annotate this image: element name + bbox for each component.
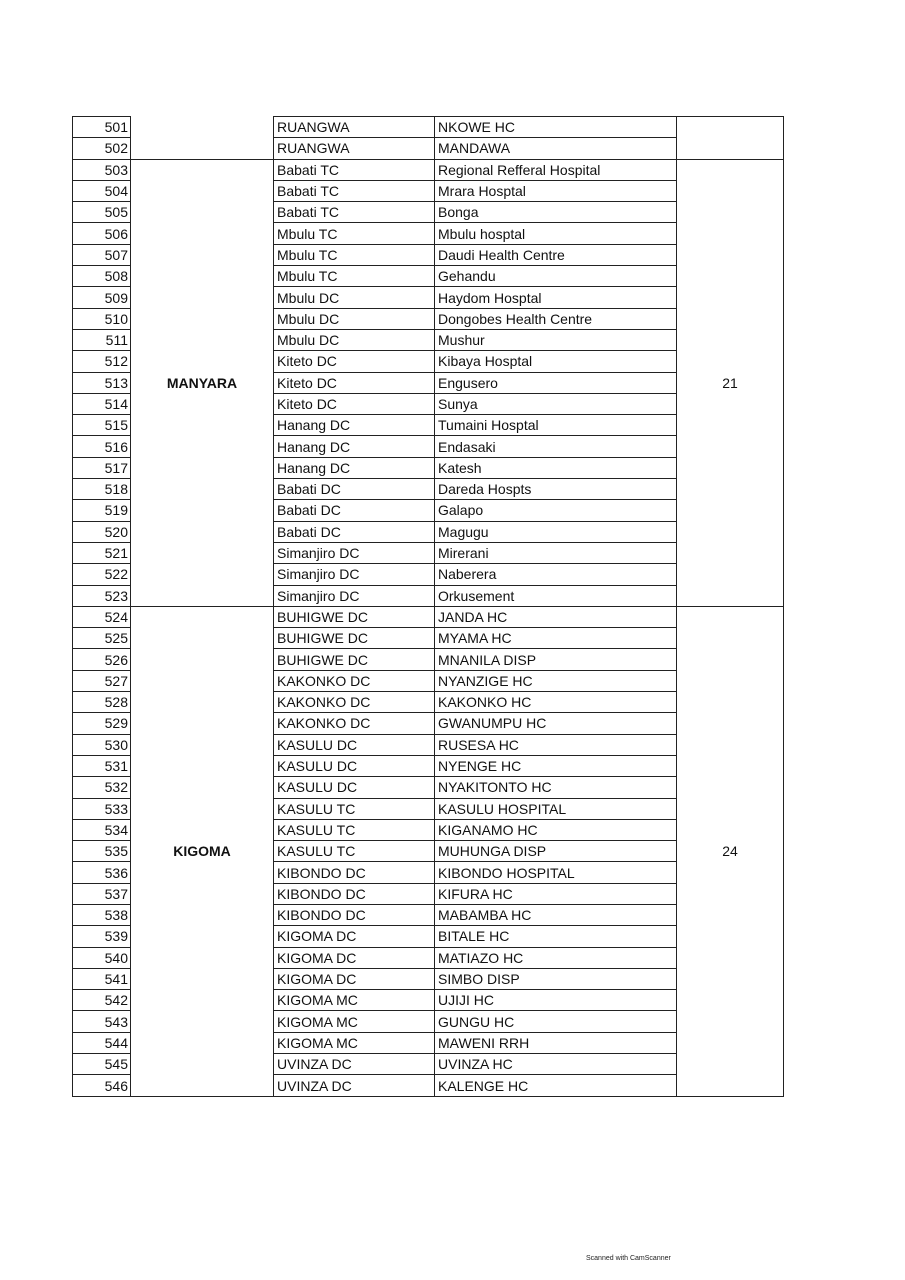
table-row bbox=[73, 159, 784, 180]
row-number-cell: 524 bbox=[73, 606, 131, 627]
council-cell: Mbulu TC bbox=[274, 266, 435, 287]
council-cell: KIGOMA MC bbox=[274, 1011, 435, 1032]
row-number-cell: 508 bbox=[73, 266, 131, 287]
council-cell: BUHIGWE DC bbox=[274, 606, 435, 627]
council-cell: Babati DC bbox=[274, 479, 435, 500]
facility-cell: KIFURA HC bbox=[435, 883, 677, 904]
council-cell: Mbulu TC bbox=[274, 223, 435, 244]
council-cell: Babati DC bbox=[274, 521, 435, 542]
facility-cell: Engusero bbox=[435, 372, 677, 393]
council-cell: UVINZA DC bbox=[274, 1075, 435, 1096]
council-cell: Mbulu TC bbox=[274, 244, 435, 265]
row-number-cell: 535 bbox=[73, 841, 131, 862]
row-number-cell: 506 bbox=[73, 223, 131, 244]
row-number-cell: 540 bbox=[73, 947, 131, 968]
row-number-cell: 530 bbox=[73, 734, 131, 755]
row-number-cell: 507 bbox=[73, 244, 131, 265]
row-number-cell: 531 bbox=[73, 755, 131, 776]
facility-cell: JANDA HC bbox=[435, 606, 677, 627]
facility-cell: UJIJI HC bbox=[435, 990, 677, 1011]
row-number-cell: 503 bbox=[73, 159, 131, 180]
council-cell: BUHIGWE DC bbox=[274, 628, 435, 649]
council-cell: KASULU TC bbox=[274, 841, 435, 862]
row-number-cell: 505 bbox=[73, 202, 131, 223]
row-number-cell: 519 bbox=[73, 500, 131, 521]
table-row bbox=[73, 117, 784, 138]
facility-cell: NKOWE HC bbox=[435, 117, 677, 138]
council-cell: KAKONKO DC bbox=[274, 713, 435, 734]
row-number-cell: 543 bbox=[73, 1011, 131, 1032]
council-cell: Mbulu DC bbox=[274, 329, 435, 350]
facility-cell: Mirerani bbox=[435, 542, 677, 563]
council-cell: KAKONKO DC bbox=[274, 692, 435, 713]
row-number-cell: 518 bbox=[73, 479, 131, 500]
row-number-cell: 545 bbox=[73, 1054, 131, 1075]
council-cell: Hanang DC bbox=[274, 436, 435, 457]
facility-cell: Katesh bbox=[435, 457, 677, 478]
facility-cell: Bonga bbox=[435, 202, 677, 223]
row-number-cell: 529 bbox=[73, 713, 131, 734]
facility-cell: Mrara Hosptal bbox=[435, 180, 677, 201]
facility-cell: Tumaini Hosptal bbox=[435, 415, 677, 436]
facility-cell: SIMBO DISP bbox=[435, 968, 677, 989]
row-number-cell: 504 bbox=[73, 180, 131, 201]
row-number-cell: 520 bbox=[73, 521, 131, 542]
row-number-cell: 502 bbox=[73, 138, 131, 159]
facility-cell: Dareda Hospts bbox=[435, 479, 677, 500]
row-number-cell: 539 bbox=[73, 926, 131, 947]
facility-cell: Mushur bbox=[435, 329, 677, 350]
council-cell: Babati TC bbox=[274, 202, 435, 223]
row-number-cell: 521 bbox=[73, 542, 131, 563]
table-row bbox=[73, 606, 784, 627]
council-cell: KIBONDO DC bbox=[274, 862, 435, 883]
council-cell: UVINZA DC bbox=[274, 1054, 435, 1075]
row-number-cell: 515 bbox=[73, 415, 131, 436]
facility-cell: MNANILA DISP bbox=[435, 649, 677, 670]
facility-cell: MABAMBA HC bbox=[435, 904, 677, 925]
facility-cell: MANDAWA bbox=[435, 138, 677, 159]
facility-table-sheet bbox=[72, 116, 783, 1097]
council-cell: BUHIGWE DC bbox=[274, 649, 435, 670]
facility-cell: GWANUMPU HC bbox=[435, 713, 677, 734]
facility-cell: NYANZIGE HC bbox=[435, 670, 677, 691]
council-cell: KASULU DC bbox=[274, 734, 435, 755]
row-number-cell: 512 bbox=[73, 351, 131, 372]
facility-cell: Gehandu bbox=[435, 266, 677, 287]
row-number-cell: 534 bbox=[73, 819, 131, 840]
scanner-watermark: Scanned with CamScanner bbox=[586, 1255, 671, 1262]
council-cell: Simanjiro DC bbox=[274, 542, 435, 563]
facility-cell: KIBONDO HOSPITAL bbox=[435, 862, 677, 883]
council-cell: KIGOMA DC bbox=[274, 968, 435, 989]
row-number-cell: 527 bbox=[73, 670, 131, 691]
facility-cell: Sunya bbox=[435, 393, 677, 414]
facility-cell: GUNGU HC bbox=[435, 1011, 677, 1032]
facility-cell: KAKONKO HC bbox=[435, 692, 677, 713]
council-cell: Simanjiro DC bbox=[274, 564, 435, 585]
row-number-cell: 523 bbox=[73, 585, 131, 606]
row-number-cell: 536 bbox=[73, 862, 131, 883]
facility-cell: BITALE HC bbox=[435, 926, 677, 947]
facility-cell: Regional Refferal Hospital bbox=[435, 159, 677, 180]
facility-cell: KALENGE HC bbox=[435, 1075, 677, 1096]
council-cell: KIGOMA MC bbox=[274, 1032, 435, 1053]
facility-cell: NYAKITONTO HC bbox=[435, 777, 677, 798]
facility-table bbox=[72, 116, 784, 1097]
council-cell: Babati DC bbox=[274, 500, 435, 521]
council-cell: KASULU DC bbox=[274, 777, 435, 798]
facility-cell: Kibaya Hosptal bbox=[435, 351, 677, 372]
row-number-cell: 528 bbox=[73, 692, 131, 713]
row-number-cell: 501 bbox=[73, 117, 131, 138]
facility-cell: Endasaki bbox=[435, 436, 677, 457]
region-count-cell: 24 bbox=[677, 606, 784, 1096]
facility-cell: MAWENI RRH bbox=[435, 1032, 677, 1053]
council-cell: KASULU TC bbox=[274, 798, 435, 819]
row-number-cell: 532 bbox=[73, 777, 131, 798]
row-number-cell: 522 bbox=[73, 564, 131, 585]
row-number-cell: 517 bbox=[73, 457, 131, 478]
facility-cell: NYENGE HC bbox=[435, 755, 677, 776]
row-number-cell: 516 bbox=[73, 436, 131, 457]
council-cell: KASULU TC bbox=[274, 819, 435, 840]
row-number-cell: 546 bbox=[73, 1075, 131, 1096]
council-cell: Kiteto DC bbox=[274, 393, 435, 414]
council-cell: KIGOMA DC bbox=[274, 947, 435, 968]
region-cell: MANYARA bbox=[131, 159, 274, 606]
council-cell: KASULU DC bbox=[274, 755, 435, 776]
region-count-cell: 21 bbox=[677, 159, 784, 606]
facility-cell: Daudi Health Centre bbox=[435, 244, 677, 265]
facility-cell: Galapo bbox=[435, 500, 677, 521]
row-number-cell: 525 bbox=[73, 628, 131, 649]
facility-cell: KASULU HOSPITAL bbox=[435, 798, 677, 819]
facility-cell: Magugu bbox=[435, 521, 677, 542]
row-number-cell: 511 bbox=[73, 329, 131, 350]
region-cell bbox=[131, 117, 274, 160]
row-number-cell: 537 bbox=[73, 883, 131, 904]
council-cell: Hanang DC bbox=[274, 415, 435, 436]
row-number-cell: 544 bbox=[73, 1032, 131, 1053]
facility-cell: UVINZA HC bbox=[435, 1054, 677, 1075]
facility-cell: RUSESA HC bbox=[435, 734, 677, 755]
council-cell: Mbulu DC bbox=[274, 308, 435, 329]
row-number-cell: 513 bbox=[73, 372, 131, 393]
council-cell: KAKONKO DC bbox=[274, 670, 435, 691]
council-cell: Hanang DC bbox=[274, 457, 435, 478]
council-cell: KIGOMA MC bbox=[274, 990, 435, 1011]
council-cell: Kiteto DC bbox=[274, 351, 435, 372]
council-cell: RUANGWA bbox=[274, 117, 435, 138]
row-number-cell: 509 bbox=[73, 287, 131, 308]
council-cell: RUANGWA bbox=[274, 138, 435, 159]
facility-cell: Naberera bbox=[435, 564, 677, 585]
council-cell: Kiteto DC bbox=[274, 372, 435, 393]
facility-cell: Haydom Hosptal bbox=[435, 287, 677, 308]
council-cell: KIGOMA DC bbox=[274, 926, 435, 947]
facility-cell: Dongobes Health Centre bbox=[435, 308, 677, 329]
council-cell: Mbulu DC bbox=[274, 287, 435, 308]
row-number-cell: 514 bbox=[73, 393, 131, 414]
row-number-cell: 526 bbox=[73, 649, 131, 670]
council-cell: KIBONDO DC bbox=[274, 883, 435, 904]
facility-table-body bbox=[73, 117, 784, 1097]
council-cell: KIBONDO DC bbox=[274, 904, 435, 925]
row-number-cell: 533 bbox=[73, 798, 131, 819]
council-cell: Babati TC bbox=[274, 159, 435, 180]
facility-cell: KIGANAMO HC bbox=[435, 819, 677, 840]
row-number-cell: 510 bbox=[73, 308, 131, 329]
facility-cell: Mbulu hosptal bbox=[435, 223, 677, 244]
region-count-cell bbox=[677, 117, 784, 160]
row-number-cell: 541 bbox=[73, 968, 131, 989]
facility-cell: MATIAZO HC bbox=[435, 947, 677, 968]
region-cell: KIGOMA bbox=[131, 606, 274, 1096]
facility-cell: Orkusement bbox=[435, 585, 677, 606]
facility-cell: MUHUNGA DISP bbox=[435, 841, 677, 862]
row-number-cell: 538 bbox=[73, 904, 131, 925]
council-cell: Simanjiro DC bbox=[274, 585, 435, 606]
facility-cell: MYAMA HC bbox=[435, 628, 677, 649]
row-number-cell: 542 bbox=[73, 990, 131, 1011]
council-cell: Babati TC bbox=[274, 180, 435, 201]
